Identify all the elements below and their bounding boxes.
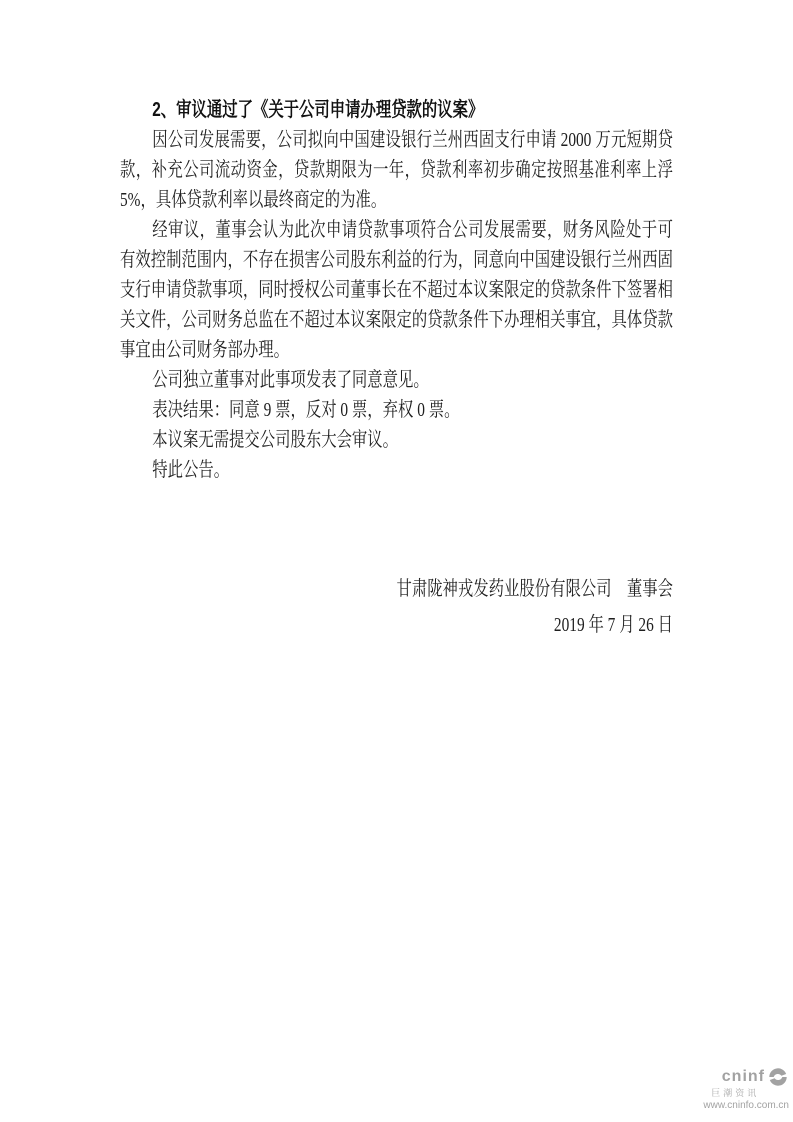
cninfo-swirl-icon <box>767 1066 789 1088</box>
paragraph-loan-details: 因公司发展需要，公司拟向中国建设银行兰州西固支行申请 2000 万元短期贷款，补充公司流动资金，贷款期限为一年，贷款利率初步确定按照基准利率上浮 5%，具体贷款利率以最终商定的为准。 <box>120 129 673 211</box>
cninfo-brand-text: cninf <box>721 1068 765 1085</box>
paragraph-independent-directors: 公司独立董事对此事项发表了同意意见。 <box>152 369 429 391</box>
announcement-date: 2019 年 7 月 26 日 <box>553 614 673 636</box>
paragraph-vote-result: 表决结果：同意 9 票，反对 0 票，弃权 0 票。 <box>152 399 460 421</box>
closing-statement: 特此公告。 <box>152 459 230 481</box>
cninfo-brand-row <box>703 1066 789 1088</box>
cninfo-chinese-name: 巨潮资讯 <box>711 1088 760 1098</box>
company-signature: 甘肃陇神戎发药业股份有限公司 董事会 <box>396 578 673 600</box>
signature-block <box>120 571 673 643</box>
resolution-heading: 2、审议通过了《关于公司申请办理贷款的议案》 <box>152 99 484 121</box>
paragraph-board-opinion: 经审议，董事会认为此次申请贷款事项符合公司发展需要，财务风险处于可有效控制范围内，不存在损害公司股东利益的行为，同意向中国建设银行兰州西固支行申请贷款事项，同时授权公司董事长在不超过本议案限定的贷款条件下签署相关文件，公司财务总监在不超过本议案限定的贷款条件下办理相关事宜，具体贷款事宜由公司财务部办理。 <box>120 219 673 361</box>
announcement-body <box>120 95 673 643</box>
cninfo-url: www.cninfo.com.cn <box>703 1100 789 1111</box>
paragraph-no-shareholder-meeting: 本议案无需提交公司股东大会审议。 <box>152 429 399 451</box>
cninfo-watermark <box>703 1066 789 1112</box>
